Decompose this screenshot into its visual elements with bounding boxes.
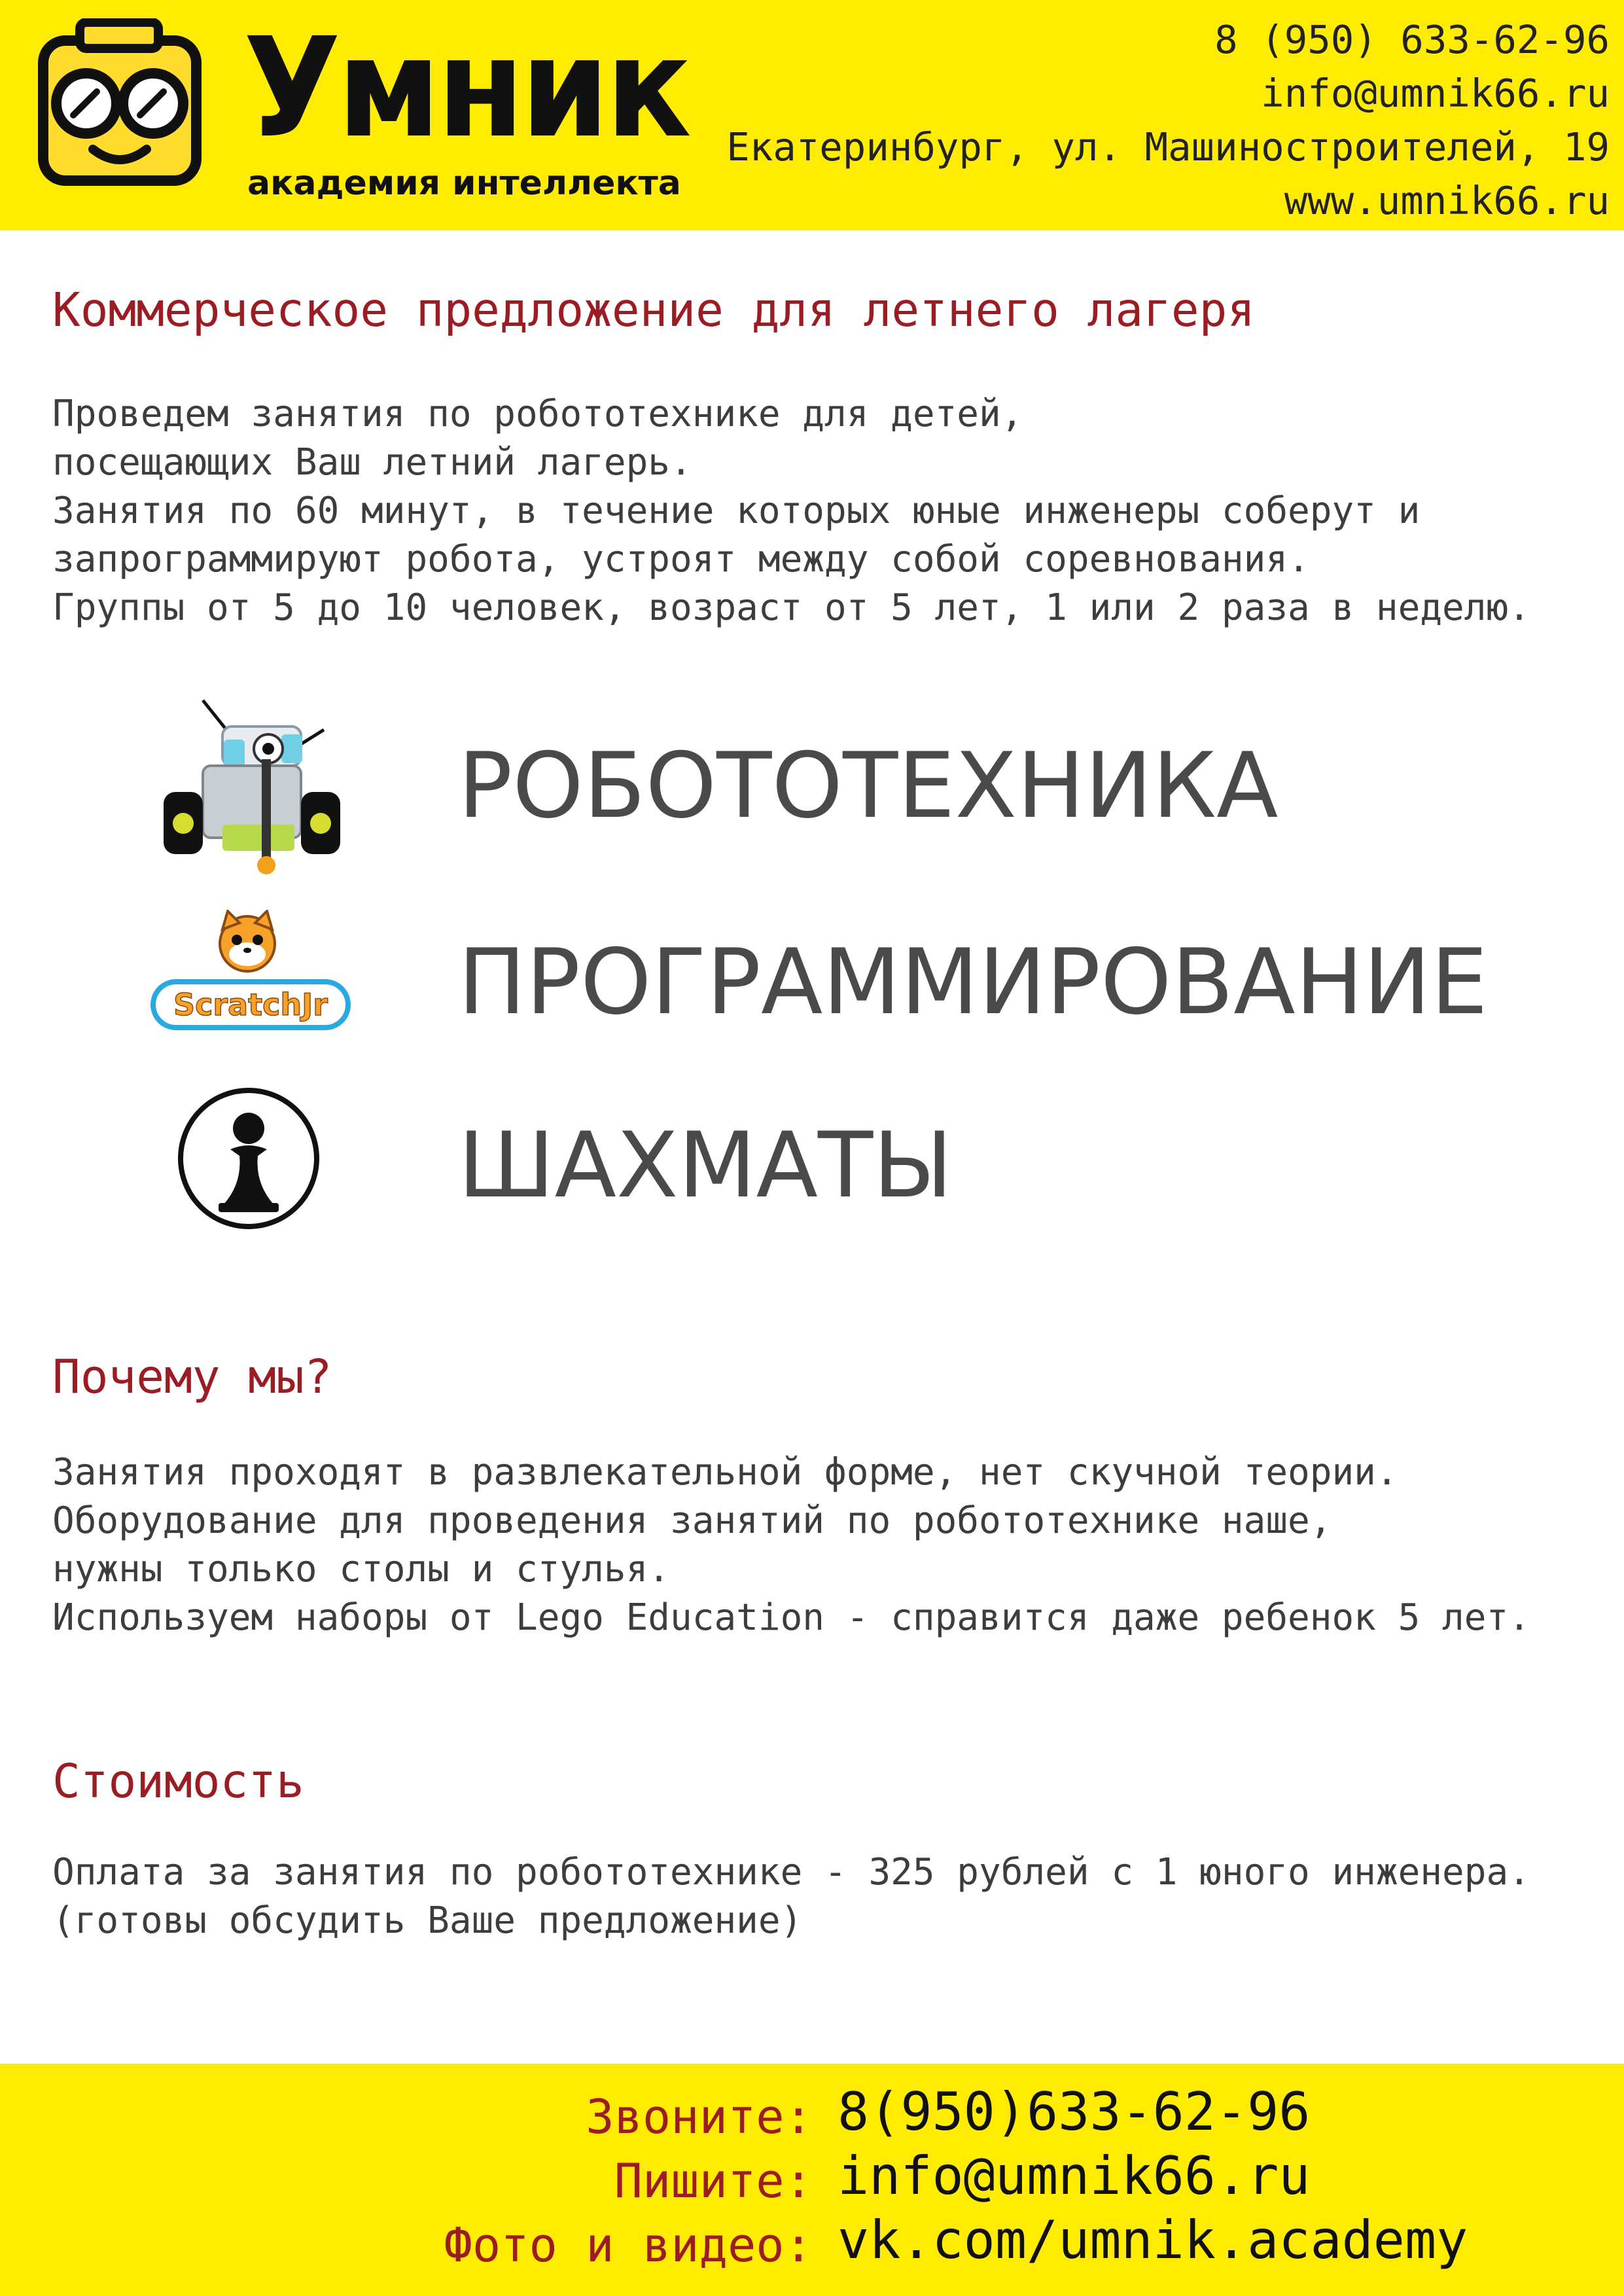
footer-media-label: Фото и видео: [444, 2217, 813, 2272]
why-line: Оборудование для проведения занятий по робототехнике наше, [52, 1499, 1332, 1542]
price-line: Оплата за занятия по робототехнике - 325 рублей с 1 юного инженера. [52, 1851, 1530, 1893]
footer-vk-link[interactable]: vk.com/umnik.academy [838, 2210, 1468, 2270]
scratch-jr-logo [149, 910, 352, 1037]
header-address: Екатеринбург, ул. Машиностроителей, 19 [726, 124, 1610, 170]
offer-text [52, 390, 1530, 632]
why-line: нужны только столы и стулья. [52, 1548, 671, 1590]
why-text [52, 1448, 1530, 1642]
brand-name: Умник [243, 8, 688, 168]
why-line: Занятия проходят в развлекательной форме, нет скучной теории. [52, 1451, 1398, 1494]
price-title: Стоимость [52, 1754, 304, 1808]
footer-call-label: Звоните: [586, 2089, 813, 2144]
brand-tagline: академия интеллекта [247, 164, 681, 203]
offer-line: Проведем занятия по робототехнике для детей, [52, 393, 1023, 435]
footer-write-label: Пишите: [614, 2153, 813, 2208]
footer-email[interactable]: info@umnik66.ru [838, 2145, 1311, 2206]
robot-icon [157, 694, 340, 880]
offer-line: Занятия по 60 минут, в течение которых юные инженеры соберут и [52, 490, 1421, 532]
umnik-logo-icon [34, 18, 205, 192]
header-band [0, 0, 1624, 230]
why-title: Почему мы? [52, 1350, 332, 1404]
footer-labels [444, 2085, 813, 2277]
footer-values [838, 2080, 1468, 2272]
offer-line: посещающих Ваш летний лагерь. [52, 441, 692, 484]
chess-pawn-icon [175, 1085, 322, 1234]
offer-title: Коммерческое предложение для летнего лагеря [52, 283, 1256, 337]
subject-robotics: РОБОТОТЕХНИКА [458, 733, 1279, 838]
header-email[interactable]: info@umnik66.ru [1261, 71, 1610, 116]
subject-programming: ПРОГРАММИРОВАНИЕ [458, 929, 1488, 1035]
price-text [52, 1848, 1530, 1945]
scratch-jr-logo-text: ScratchJr [173, 987, 328, 1022]
offer-line: Группы от 5 до 10 человек, возраст от 5 лет, 1 или 2 раза в неделю. [52, 586, 1530, 629]
offer-line: запрограммируют робота, устроят между собой соревнования. [52, 538, 1310, 581]
why-line: Используем наборы от Lego Education - справится даже ребенок 5 лет. [52, 1596, 1530, 1639]
price-line: (готовы обсудить Ваше предложение) [52, 1899, 803, 1942]
footer-phone[interactable]: 8(950)633-62-96 [838, 2081, 1311, 2142]
header-website[interactable]: www.umnik66.ru [1284, 178, 1610, 223]
header-contacts [726, 13, 1610, 228]
header-phone[interactable]: 8 (950) 633-62-96 [1214, 17, 1610, 62]
subject-chess: ШАХМАТЫ [458, 1113, 953, 1218]
